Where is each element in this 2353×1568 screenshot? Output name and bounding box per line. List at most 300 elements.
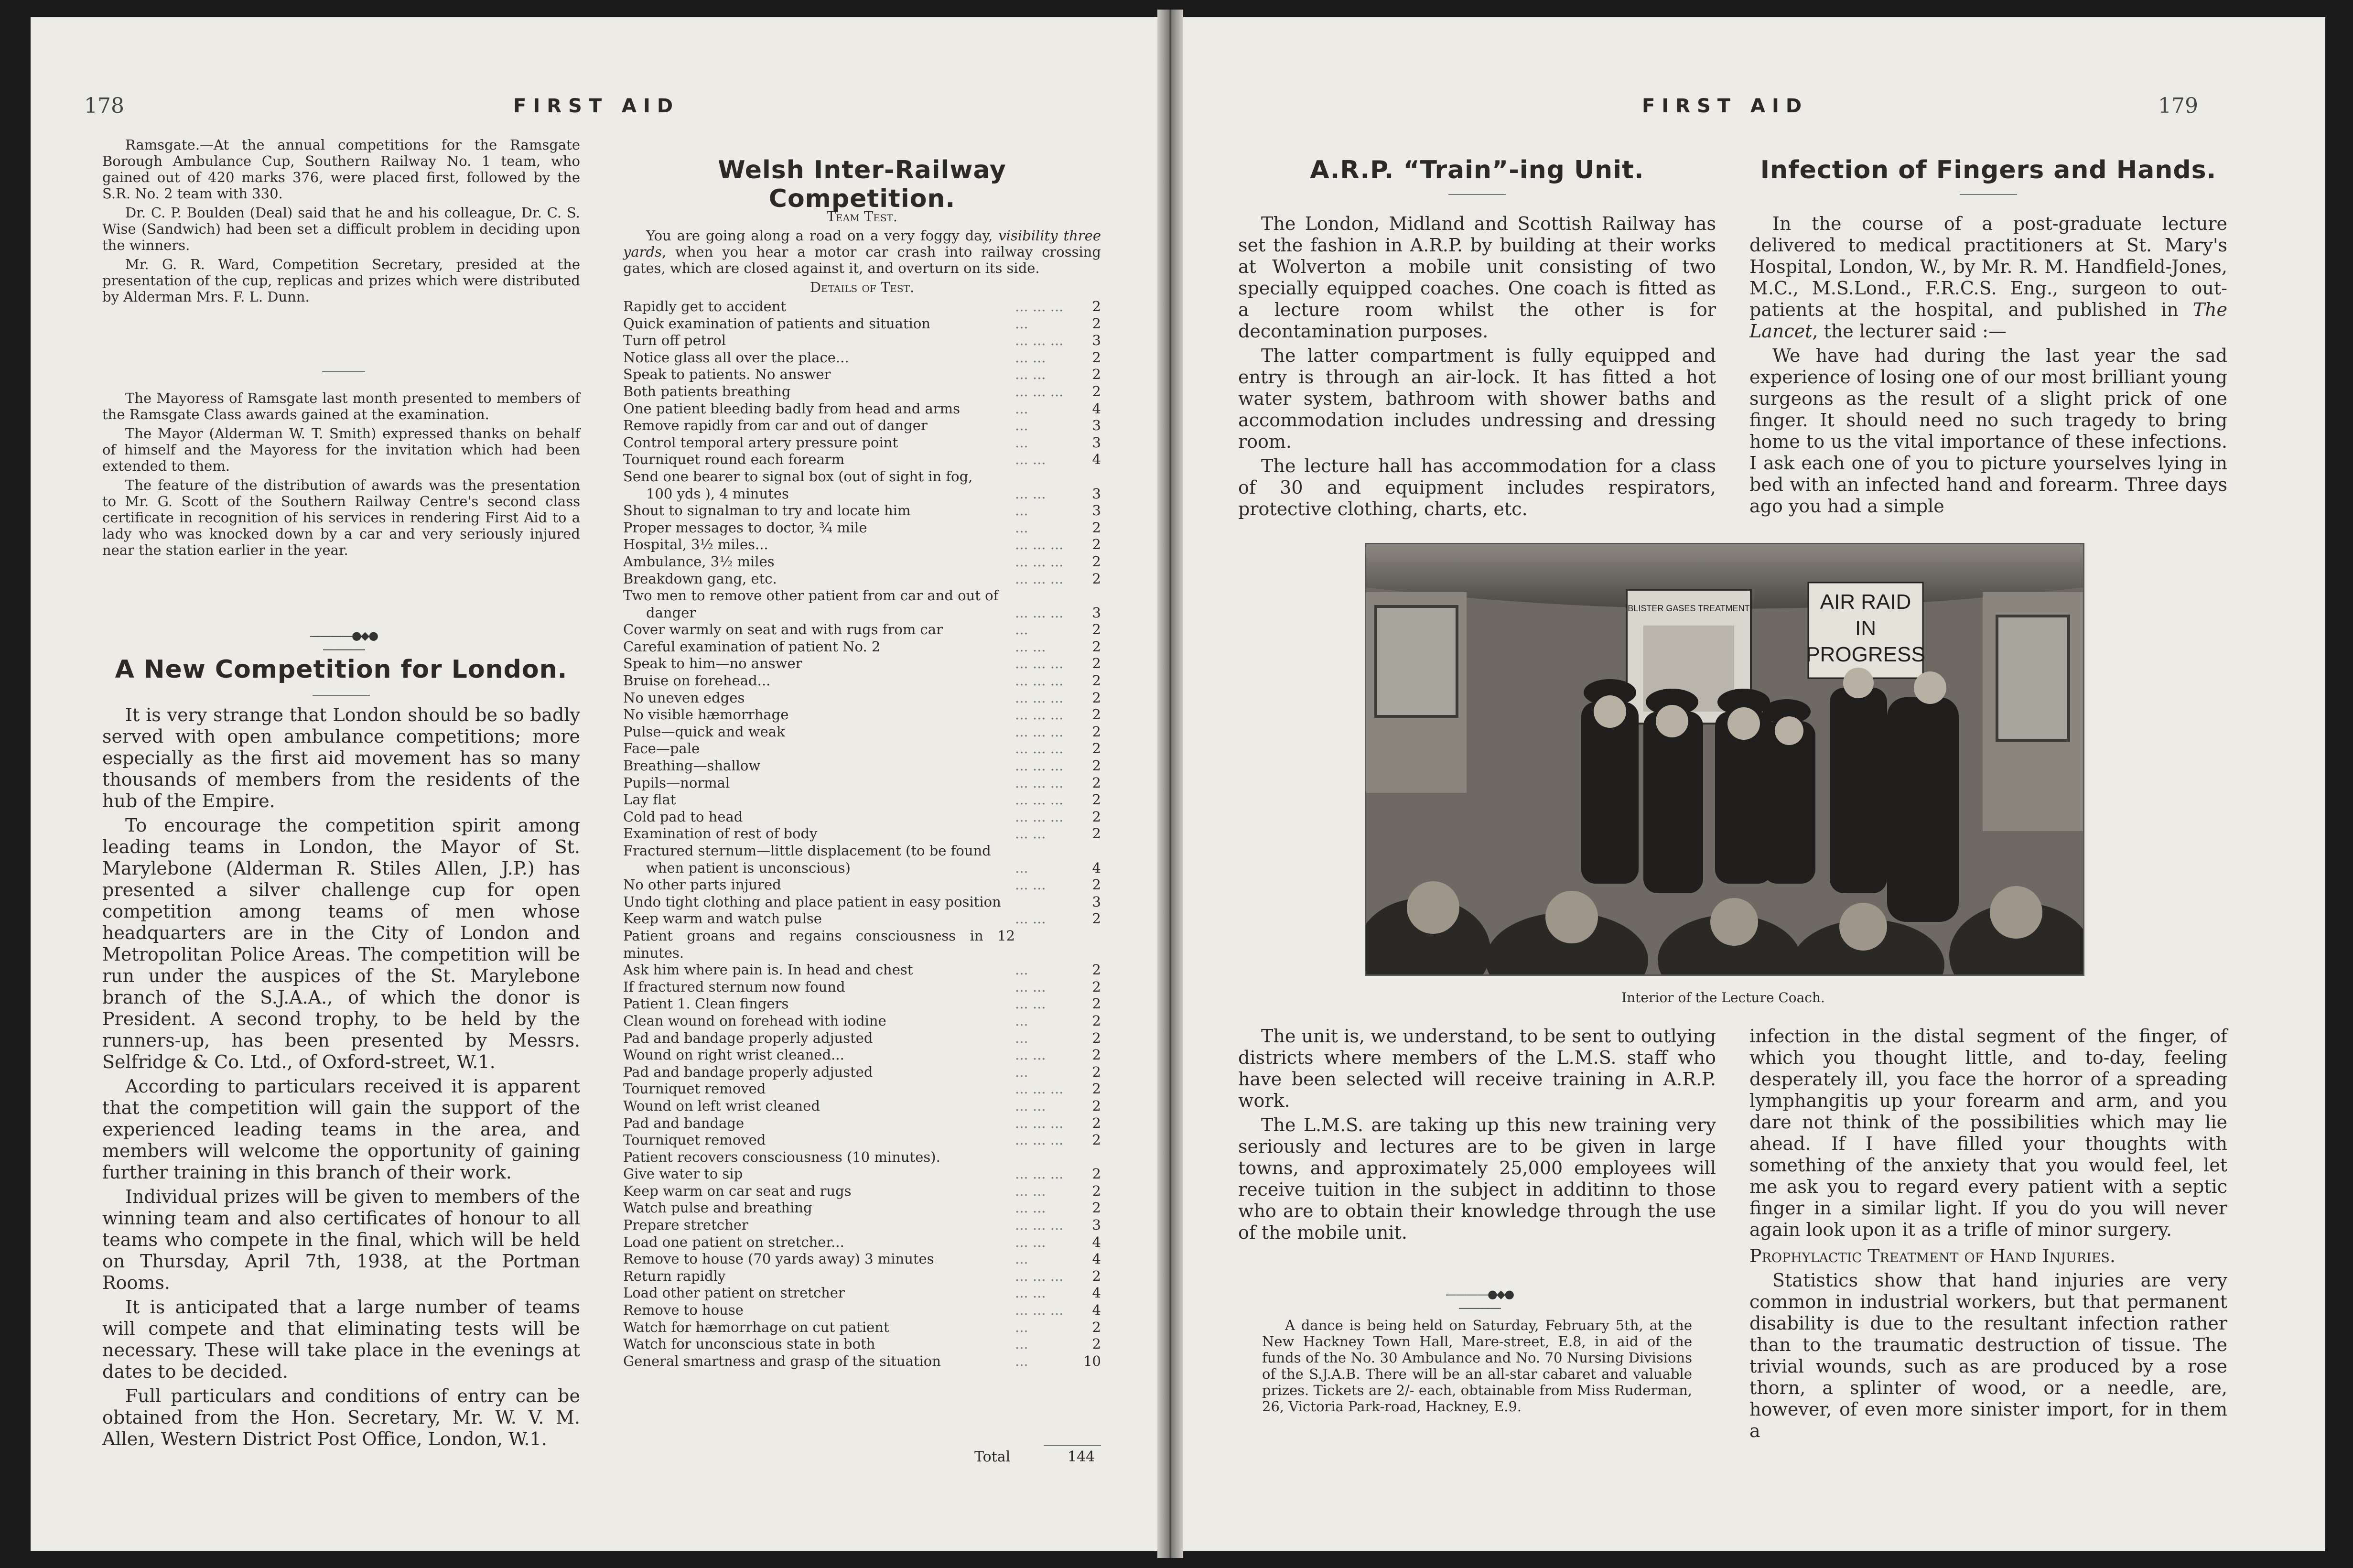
arp-article-cont xyxy=(1238,1026,1716,1246)
marks-value: 4 xyxy=(1092,400,1101,417)
paragraph: Ramsgate.—At the annual competitions for the Ramsgate Borough Ambulance Cup, Southern Railway No. 1 team, who gained out of 420 marks 376, were placed first, followed by the S.R. No. 2 team with 330. xyxy=(102,137,580,202)
leader-dots xyxy=(1015,587,1072,605)
marks-row xyxy=(623,486,1101,503)
marks-row xyxy=(623,1132,1101,1149)
marks-value: 2 xyxy=(1092,1029,1101,1046)
leader-dots: ... ... xyxy=(1015,978,1046,995)
marks-row xyxy=(623,315,1101,333)
marks-row xyxy=(623,1013,1101,1030)
marks-value xyxy=(1072,843,1101,860)
marks-row xyxy=(623,1081,1101,1098)
marks-value: 2 xyxy=(1092,706,1101,723)
leader-dots: ... ... ... xyxy=(1015,570,1064,587)
marks-value: 2 xyxy=(1092,1097,1101,1114)
test-item: Tourniquet round each forearm xyxy=(623,451,845,468)
ornament-divider: ————●◆●———— xyxy=(309,629,378,656)
leader-dots: ... xyxy=(1015,1251,1028,1267)
marks-value: 2 xyxy=(1092,757,1101,774)
leader-dots: ... ... xyxy=(1015,1285,1046,1301)
marks-row xyxy=(623,706,1101,724)
marks-row xyxy=(623,332,1101,349)
total-rule xyxy=(1044,1445,1101,1446)
heading-rule xyxy=(1448,194,1506,195)
marks-row xyxy=(623,1268,1101,1285)
test-item: Two men to remove other patient from car and out of xyxy=(623,587,999,604)
marks-row xyxy=(623,1166,1101,1183)
test-item: Proper messages to doctor, ¾ mile xyxy=(623,519,867,536)
leader-dots: ... ... ... xyxy=(1015,1166,1064,1182)
page-number: 178 xyxy=(84,94,124,118)
test-item: Clean wound on forehead with iodine xyxy=(623,1012,886,1029)
marks-value: 2 xyxy=(1092,1182,1101,1199)
details-label: Details of Test. xyxy=(810,279,915,295)
marks-row xyxy=(623,434,1101,452)
test-item: Remove rapidly from car and out of danger xyxy=(623,417,928,434)
fingers-article-bottom xyxy=(1749,1026,2227,1445)
marks-row xyxy=(623,962,1101,979)
test-item: Speak to him—no answer xyxy=(623,655,802,672)
marks-row xyxy=(623,928,1101,962)
welsh-article xyxy=(623,208,1101,1370)
test-item: Watch for unconscious state in both xyxy=(623,1336,875,1352)
test-item: Patient 1. Clean fingers xyxy=(623,995,789,1012)
marks-row xyxy=(623,910,1101,928)
marks-row xyxy=(623,451,1101,468)
marks-value: 2 xyxy=(1092,1319,1101,1335)
left-page xyxy=(31,17,1157,1551)
leader-dots: ... ... ... xyxy=(1015,723,1064,740)
sign-line-2: IN xyxy=(1855,616,1876,640)
leader-dots: ... ... xyxy=(1015,349,1046,366)
test-item: Keep warm on car seat and rugs xyxy=(623,1182,852,1199)
leader-dots: ... ... xyxy=(1015,1182,1046,1199)
marks-value: 3 xyxy=(1092,604,1101,621)
marks-row xyxy=(623,979,1101,996)
marks-value: 4 xyxy=(1092,859,1101,876)
paragraph: In the course of a post-graduate lecture delivered to medical practitioners at St. Mary's Hospital, London, W., by Mr. R. M. Handfield-Jones, M.C., M.S.Lond., F.R.C.S. Eng., surgeon to out-patients at the hospital, and published in The Lancet, the lecturer said :— xyxy=(1749,213,2227,342)
marks-value: 2 xyxy=(1092,1012,1101,1029)
marks-row xyxy=(623,553,1101,571)
marks-value: 3 xyxy=(1092,417,1101,434)
running-head: FIRST AID xyxy=(1642,95,1809,117)
marks-row xyxy=(623,366,1101,383)
marks-row xyxy=(623,876,1101,894)
marks-row xyxy=(623,740,1101,757)
marks-value: 2 xyxy=(1092,995,1101,1012)
fingers-heading: Infection of Fingers and Hands. xyxy=(1760,156,2217,184)
test-item: Ask him where pain is. In head and chest xyxy=(623,962,913,978)
marks-row xyxy=(623,1285,1101,1302)
marks-row xyxy=(623,1217,1101,1234)
sign-line-3: PROGRESS xyxy=(1806,643,1925,666)
sign-line-1: AIR RAID xyxy=(1820,590,1911,614)
leader-dots: ... ... ... xyxy=(1015,1081,1064,1097)
paragraph: The L.M.S. are taking up this new training very seriously and lectures are to be given in large towns, and approximately 25,000 employees will receive tuition in the subject in additinn to those who are to obtain their knowledge through the use of the mobile unit. xyxy=(1238,1114,1716,1243)
leader-dots: ... xyxy=(1015,434,1028,451)
leader-dots: ... ... xyxy=(1015,366,1046,383)
marks-row xyxy=(623,298,1101,315)
leader-dots: ... xyxy=(1015,859,1028,876)
marks-row xyxy=(623,468,1101,486)
marks-value: 3 xyxy=(1092,485,1101,502)
marks-row xyxy=(623,791,1101,809)
marks-value: 4 xyxy=(1092,1285,1101,1301)
paragraph: The lecture hall has accommodation for a class of 30 and equipment includes respirators, protective clothing, charts, etc. xyxy=(1238,455,1716,519)
right-page xyxy=(1183,17,2325,1551)
welsh-heading: Welsh Inter-Railway Competition. xyxy=(718,156,1006,213)
page-number: 179 xyxy=(2158,94,2198,118)
leader-dots: ... xyxy=(1015,621,1028,638)
marks-row xyxy=(623,1319,1101,1336)
marks-row xyxy=(623,690,1101,707)
marks-value: 2 xyxy=(1092,315,1101,332)
leader-dots: ... ... ... xyxy=(1015,298,1064,314)
marks-row xyxy=(623,655,1101,672)
leader-dots: ... ... ... xyxy=(1015,706,1064,723)
marks-table xyxy=(623,298,1101,1370)
leader-dots: ... ... ... xyxy=(1015,1267,1064,1284)
paragraph: We have had during the last year the sad experience of losing one of our most brilliant young surgeons as the result of a slight prick of one finger. It should need no such tragedy to bring home to us the vital importance of these infections. I ask each one of you to picture yourselves lying in bed with an infected hand and forearm. Three days ago you had a simple xyxy=(1749,345,2227,517)
marks-row xyxy=(623,587,1101,605)
leader-dots: ... ... ... xyxy=(1015,332,1064,349)
heading-rule xyxy=(1960,194,2017,195)
test-item: Tourniquet removed xyxy=(623,1081,766,1097)
leader-dots xyxy=(1015,843,1072,860)
marks-value: 2 xyxy=(1092,1063,1101,1080)
paragraph: It is very strange that London should be so badly served with open ambulance competitions; more especially as the first aid movement has so many thousands of members from the residents of the hub of the Empire. xyxy=(102,704,580,811)
leader-dots: ... xyxy=(1015,315,1028,332)
test-item: Both patients breathing xyxy=(623,383,791,400)
leader-dots: ... ... xyxy=(1015,910,1046,927)
test-item: General smartness and grasp of the situation xyxy=(623,1352,941,1369)
test-item: Tourniquet removed xyxy=(623,1132,766,1148)
marks-row xyxy=(623,1149,1101,1166)
marks-row xyxy=(623,724,1101,741)
team-test-label: Team Test. xyxy=(826,208,898,225)
leader-dots: ... ... ... xyxy=(1015,553,1064,570)
test-item: Bruise on forehead... xyxy=(623,672,771,689)
short-rule xyxy=(322,371,365,372)
test-item: Cover warmly on seat and with rugs from car xyxy=(623,621,943,638)
leader-dots: ... xyxy=(1015,1063,1028,1080)
test-item: Give water to sip xyxy=(623,1166,743,1182)
marks-value: 4 xyxy=(1092,451,1101,468)
leader-dots: ... ... ... xyxy=(1015,689,1064,706)
leader-dots xyxy=(1015,928,1072,962)
marks-row xyxy=(623,1336,1101,1353)
test-item: when patient is unconscious) xyxy=(646,859,851,876)
marks-row xyxy=(623,1098,1101,1115)
marks-row xyxy=(623,995,1101,1013)
leader-dots: ... ... xyxy=(1015,451,1046,468)
test-item: Remove to house (70 yards away) 3 minutes xyxy=(623,1251,934,1267)
marks-value: 2 xyxy=(1092,978,1101,995)
paragraph: A dance is being held on Saturday, February 5th, at the New Hackney Town Hall, Mare-street, E.8, in aid of the funds of the No. 30 Ambulance and No. 70 Nursing Divisions of the S.J.A.B. There will be an all-star cabaret and valuable prizes. Tickets are 2/- each, obtainable from Miss Ruderman, 26, Victoria Park-road, Hackney, E.9. xyxy=(1262,1317,1692,1415)
marks-row xyxy=(623,809,1101,826)
test-item: Notice glass all over the place... xyxy=(623,349,849,366)
marks-value xyxy=(1072,587,1101,605)
marks-row xyxy=(623,825,1101,843)
lecture-coach-photo xyxy=(1365,543,2084,976)
test-item: Careful examination of patient No. 2 xyxy=(623,638,881,655)
dance-notice xyxy=(1262,1317,1692,1417)
test-item: Face—pale xyxy=(623,740,700,757)
paragraph: Dr. C. P. Boulden (Deal) said that he and his colleague, Dr. C. S. Wise (Sandwich) had been set a difficult problem in deciding upon the winners. xyxy=(102,205,580,253)
paragraph: The Mayor (Alderman W. T. Smith) expressed thanks on behalf of himself and the Mayoress for the invitation which had been extended to them. xyxy=(102,425,580,474)
marks-value: 4 xyxy=(1092,1302,1101,1319)
marks-value: 3 xyxy=(1092,1217,1101,1233)
photo-caption: Interior of the Lecture Coach. xyxy=(1621,990,1825,1006)
leader-dots: ... ... ... xyxy=(1015,672,1064,689)
heading-rule xyxy=(313,695,370,696)
leader-dots: ... ... ... xyxy=(1015,1132,1064,1148)
marks-value: 2 xyxy=(1092,825,1101,842)
test-item: Examination of rest of body xyxy=(623,825,818,842)
leader-dots: ... xyxy=(1015,400,1028,417)
leader-dots: ... ... xyxy=(1015,825,1046,842)
arp-heading: A.R.P. “Train”-ing Unit. xyxy=(1310,156,1644,184)
marks-value xyxy=(1072,928,1101,962)
leader-dots: ... ... ... xyxy=(1015,1217,1064,1233)
test-item: Cold pad to head xyxy=(623,808,743,825)
test-item: Shout to signalman to try and locate him xyxy=(623,502,911,519)
marks-value: 2 xyxy=(1092,1336,1101,1352)
arp-article xyxy=(1238,213,1716,523)
test-item: Lay flat xyxy=(623,791,676,808)
leader-dots: ... ... xyxy=(1015,876,1046,893)
test-item: Undo tight clothing and place patient in easy position xyxy=(623,893,1001,910)
leader-dots: ... ... xyxy=(1015,1047,1046,1063)
leader-dots: ... ... ... xyxy=(1015,383,1064,400)
ramsgate-article xyxy=(102,137,580,308)
marks-value: 2 xyxy=(1092,910,1101,927)
test-item: 100 yds ), 4 minutes xyxy=(646,485,789,502)
paragraph: According to particulars received it is apparent that the competition will gain the support of the experienced leading teams in the area, and members will welcome the opportunity of gaining further training in this branch of their work. xyxy=(102,1076,580,1183)
leader-dots: ... ... xyxy=(1015,995,1046,1012)
marks-row xyxy=(623,1183,1101,1200)
marks-value: 3 xyxy=(1092,502,1101,519)
marks-value: 2 xyxy=(1092,1132,1101,1148)
test-item: Control temporal artery pressure point xyxy=(623,434,898,451)
marks-value: 2 xyxy=(1092,349,1101,366)
test-item: Patient recovers consciousness (10 minutes). xyxy=(623,1148,940,1165)
total-label: Total xyxy=(974,1449,1011,1465)
scenario-paragraph: You are going along a road on a very foggy day, visibility three yards, when you hear a motor car crash into railway crossing gates, which are closed against it, and overturn on its side. xyxy=(623,227,1101,276)
test-item: Watch for hæmorrhage on cut patient xyxy=(623,1319,889,1335)
leader-dots: ... ... ... xyxy=(1015,740,1064,757)
marks-value xyxy=(1072,468,1101,486)
book-gutter xyxy=(1157,10,1183,1558)
marks-value: 10 xyxy=(1083,1352,1101,1369)
marks-value: 4 xyxy=(1092,1251,1101,1267)
marks-value: 2 xyxy=(1092,1267,1101,1284)
test-item: Prepare stretcher xyxy=(623,1217,748,1233)
test-item: Speak to patients. No answer xyxy=(623,366,831,383)
marks-row xyxy=(623,400,1101,418)
leader-dots xyxy=(1015,1149,1072,1166)
test-item: Breathing—shallow xyxy=(623,757,761,774)
test-item: Send one bearer to signal box (out of sight in fog, xyxy=(623,468,973,485)
test-item: danger xyxy=(646,604,696,621)
test-item: Remove to house xyxy=(623,1302,744,1319)
test-item: Watch pulse and breathing xyxy=(623,1200,812,1216)
marks-row xyxy=(623,1302,1101,1319)
marks-value: 3 xyxy=(1092,893,1101,910)
marks-value: 2 xyxy=(1092,553,1101,570)
marks-value: 2 xyxy=(1092,366,1101,383)
test-item: No other parts injured xyxy=(623,876,781,893)
marks-value: 2 xyxy=(1092,1081,1101,1097)
test-item: Wound on right wrist cleaned... xyxy=(623,1047,844,1063)
marks-value: 2 xyxy=(1092,808,1101,825)
marks-value: 2 xyxy=(1092,570,1101,587)
test-item: Quick examination of patients and situation xyxy=(623,315,930,332)
leader-dots: ... ... ... xyxy=(1015,791,1064,808)
marks-row xyxy=(623,638,1101,656)
leader-dots: ... ... ... xyxy=(1015,808,1064,825)
marks-value: 2 xyxy=(1092,876,1101,893)
london-article xyxy=(102,704,580,1453)
marks-value: 2 xyxy=(1092,740,1101,757)
marks-row xyxy=(623,605,1101,622)
leader-dots: ... xyxy=(1015,1336,1028,1352)
test-item: No uneven edges xyxy=(623,689,745,706)
fingers-article-top xyxy=(1749,213,2227,520)
marks-value xyxy=(1072,1149,1101,1166)
test-item: Pulse—quick and weak xyxy=(623,723,785,740)
london-heading: A New Competition for London. xyxy=(115,655,568,684)
leader-dots: ... ... ... xyxy=(1015,774,1064,791)
marks-value: 2 xyxy=(1092,298,1101,314)
test-item: Turn off petrol xyxy=(623,332,726,349)
marks-row xyxy=(623,502,1101,519)
test-item: Pupils—normal xyxy=(623,774,730,791)
leader-dots: ... xyxy=(1015,1012,1028,1029)
leader-dots: ... ... xyxy=(1015,638,1046,655)
marks-value: 2 xyxy=(1092,689,1101,706)
marks-value: 3 xyxy=(1092,332,1101,349)
leader-dots: ... xyxy=(1015,417,1028,434)
paragraph: The feature of the distribution of awards was the presentation to Mr. G. Scott of the Southern Railway Centre's second class certificate in recognition of his services in rendering First Aid to a lady who was knocked down by a car and very seriously injured near the station earlier in the year. xyxy=(102,477,580,558)
leader-dots: ... ... ... xyxy=(1015,1114,1064,1131)
leader-dots: ... xyxy=(1015,1319,1028,1335)
test-item: Pad and bandage properly adjusted xyxy=(623,1063,873,1080)
marks-row xyxy=(623,536,1101,553)
photo-illustration xyxy=(1366,544,2083,974)
mayoress-article xyxy=(102,390,580,561)
leader-dots: ... ... ... xyxy=(1015,757,1064,774)
test-item: Hospital, 3½ miles... xyxy=(623,536,768,553)
marks-value: 4 xyxy=(1092,1233,1101,1250)
marks-row xyxy=(623,1047,1101,1064)
leader-dots: ... ... xyxy=(1015,485,1046,502)
leader-dots: ... ... xyxy=(1015,1233,1046,1250)
paragraph: The Mayoress of Ramsgate last month presented to members of the Ramsgate Class awards gained at the examination. xyxy=(102,390,580,422)
marks-value: 2 xyxy=(1092,1047,1101,1063)
paragraph: The London, Midland and Scottish Railway has set the fashion in A.R.P. by building at their works at Wolverton a mobile unit consisting of two specially equipped coaches. One coach is fitted as a lecture room whilst the other is for decontamination purposes. xyxy=(1238,213,1716,342)
paragraph: Statistics show that hand injuries are very common in industrial workers, but that permanent disability is due to the resultant infection rather than to the traumatic destruction of tissue. The trivial wounds, such as are produced by a rose thorn, a splinter of wood, or a needle, are, however, of even more sinister import, for in them a xyxy=(1749,1270,2227,1441)
marks-row xyxy=(623,1353,1101,1370)
marks-value: 2 xyxy=(1092,655,1101,672)
test-item: Fractured sternum—little displacement (to be found xyxy=(623,843,991,859)
leader-dots: ... xyxy=(1015,502,1028,519)
marks-value: 3 xyxy=(1092,434,1101,451)
marks-value: 2 xyxy=(1092,791,1101,808)
marks-value: 2 xyxy=(1092,672,1101,689)
marks-row xyxy=(623,519,1101,537)
marks-row xyxy=(623,1251,1101,1268)
paragraph: To encourage the competition spirit among leading teams in London, the Mayor of St. Marylebone (Alderman R. Stiles Allen, J.P.) has presented a silver challenge cup for open competition among teams of men whose headquarters are in the City of London and Metropolitan Police Areas. The competition will be run under the auspices of the St. Marylebone branch of the S.J.A.A., of which the donor is President. A second trophy, to be held by the runners-up, has been presented by Messrs. Selfridge & Co. Ltd., of Oxford-street, W.1. xyxy=(102,815,580,1072)
leader-dots xyxy=(1015,894,1072,911)
leader-dots: ... xyxy=(1015,519,1028,536)
leader-dots: ... ... ... xyxy=(1015,604,1064,621)
marks-row xyxy=(623,349,1101,367)
marks-row xyxy=(623,775,1101,792)
test-item: Patient groans and regains consciousness in 12 minutes. xyxy=(623,927,1015,961)
test-item: If fractured sternum now found xyxy=(623,978,845,995)
total-value: 144 xyxy=(1068,1449,1095,1465)
marks-value: 2 xyxy=(1092,962,1101,978)
test-item: Pad and bandage xyxy=(623,1114,745,1131)
marks-row xyxy=(623,843,1101,860)
running-head: FIRST AID xyxy=(513,95,680,117)
leader-dots: ... ... ... xyxy=(1015,655,1064,672)
paragraph: Full particulars and conditions of entry can be obtained from the Hon. Secretary, Mr. W. V. M. Allen, Western District Post Office, London, W.1. xyxy=(102,1385,580,1449)
marks-value: 2 xyxy=(1092,1200,1101,1216)
poster-text: BLISTER GASES TREATMENT xyxy=(1628,604,1750,613)
test-item: No visible hæmorrhage xyxy=(623,706,789,723)
marks-value: 2 xyxy=(1092,621,1101,638)
marks-value: 2 xyxy=(1092,536,1101,553)
leader-dots: ... ... ... xyxy=(1015,1302,1064,1319)
leader-dots: ... xyxy=(1015,962,1028,978)
test-item: Ambulance, 3½ miles xyxy=(623,553,775,570)
test-item: Wound on left wrist cleaned xyxy=(623,1097,820,1114)
test-item: Keep warm and watch pulse xyxy=(623,910,822,927)
test-item: Pad and bandage properly adjusted xyxy=(623,1029,873,1046)
marks-row xyxy=(623,1234,1101,1251)
marks-value: 2 xyxy=(1092,383,1101,400)
marks-row xyxy=(623,383,1101,400)
marks-row xyxy=(623,672,1101,690)
ornament-divider: ————●◆●———— xyxy=(1445,1287,1514,1314)
marks-row xyxy=(623,571,1101,588)
test-item: One patient bleeding badly from head and arms xyxy=(623,400,961,417)
test-item: Return rapidly xyxy=(623,1267,726,1284)
marks-row xyxy=(623,1064,1101,1081)
marks-row xyxy=(623,757,1101,775)
marks-row xyxy=(623,860,1101,877)
test-item: Breakdown gang, etc. xyxy=(623,570,777,587)
paragraph: The latter compartment is fully equipped and entry is through an air-lock. It has fitted a hot water system, bathroom with shower baths and accommodation includes undressing and dressing room. xyxy=(1238,345,1716,452)
test-item: Load other patient on stretcher xyxy=(623,1285,845,1301)
marks-row xyxy=(623,417,1101,434)
paragraph: The unit is, we understand, to be sent to outlying districts where members of the L.M.S. staff who have been selected will receive training in A.R.P. work. xyxy=(1238,1026,1716,1111)
paragraph: Individual prizes will be given to members of the winning team and also certificates of honour to all teams who compete in the final, which will be held on Thursday, April 7th, 1938, at the Portman Rooms. xyxy=(102,1186,580,1293)
marks-value: 2 xyxy=(1092,519,1101,536)
leader-dots: ... xyxy=(1015,1352,1028,1369)
leader-dots: ... xyxy=(1015,1029,1028,1046)
paragraph: Mr. G. R. Ward, Competition Secretary, presided at the presentation of the cup, replicas and prizes which were distributed by Alderman Mrs. F. L. Dunn. xyxy=(102,256,580,305)
marks-value: 2 xyxy=(1092,1114,1101,1131)
subheading: Prophylactic Treatment of Hand Injuries. xyxy=(1749,1245,2116,1266)
marks-value: 2 xyxy=(1092,1166,1101,1182)
marks-row xyxy=(623,1200,1101,1217)
test-item: Rapidly get to accident xyxy=(623,298,787,314)
marks-row xyxy=(623,1030,1101,1047)
leader-dots: ... ... xyxy=(1015,1097,1046,1114)
marks-row xyxy=(623,621,1101,638)
